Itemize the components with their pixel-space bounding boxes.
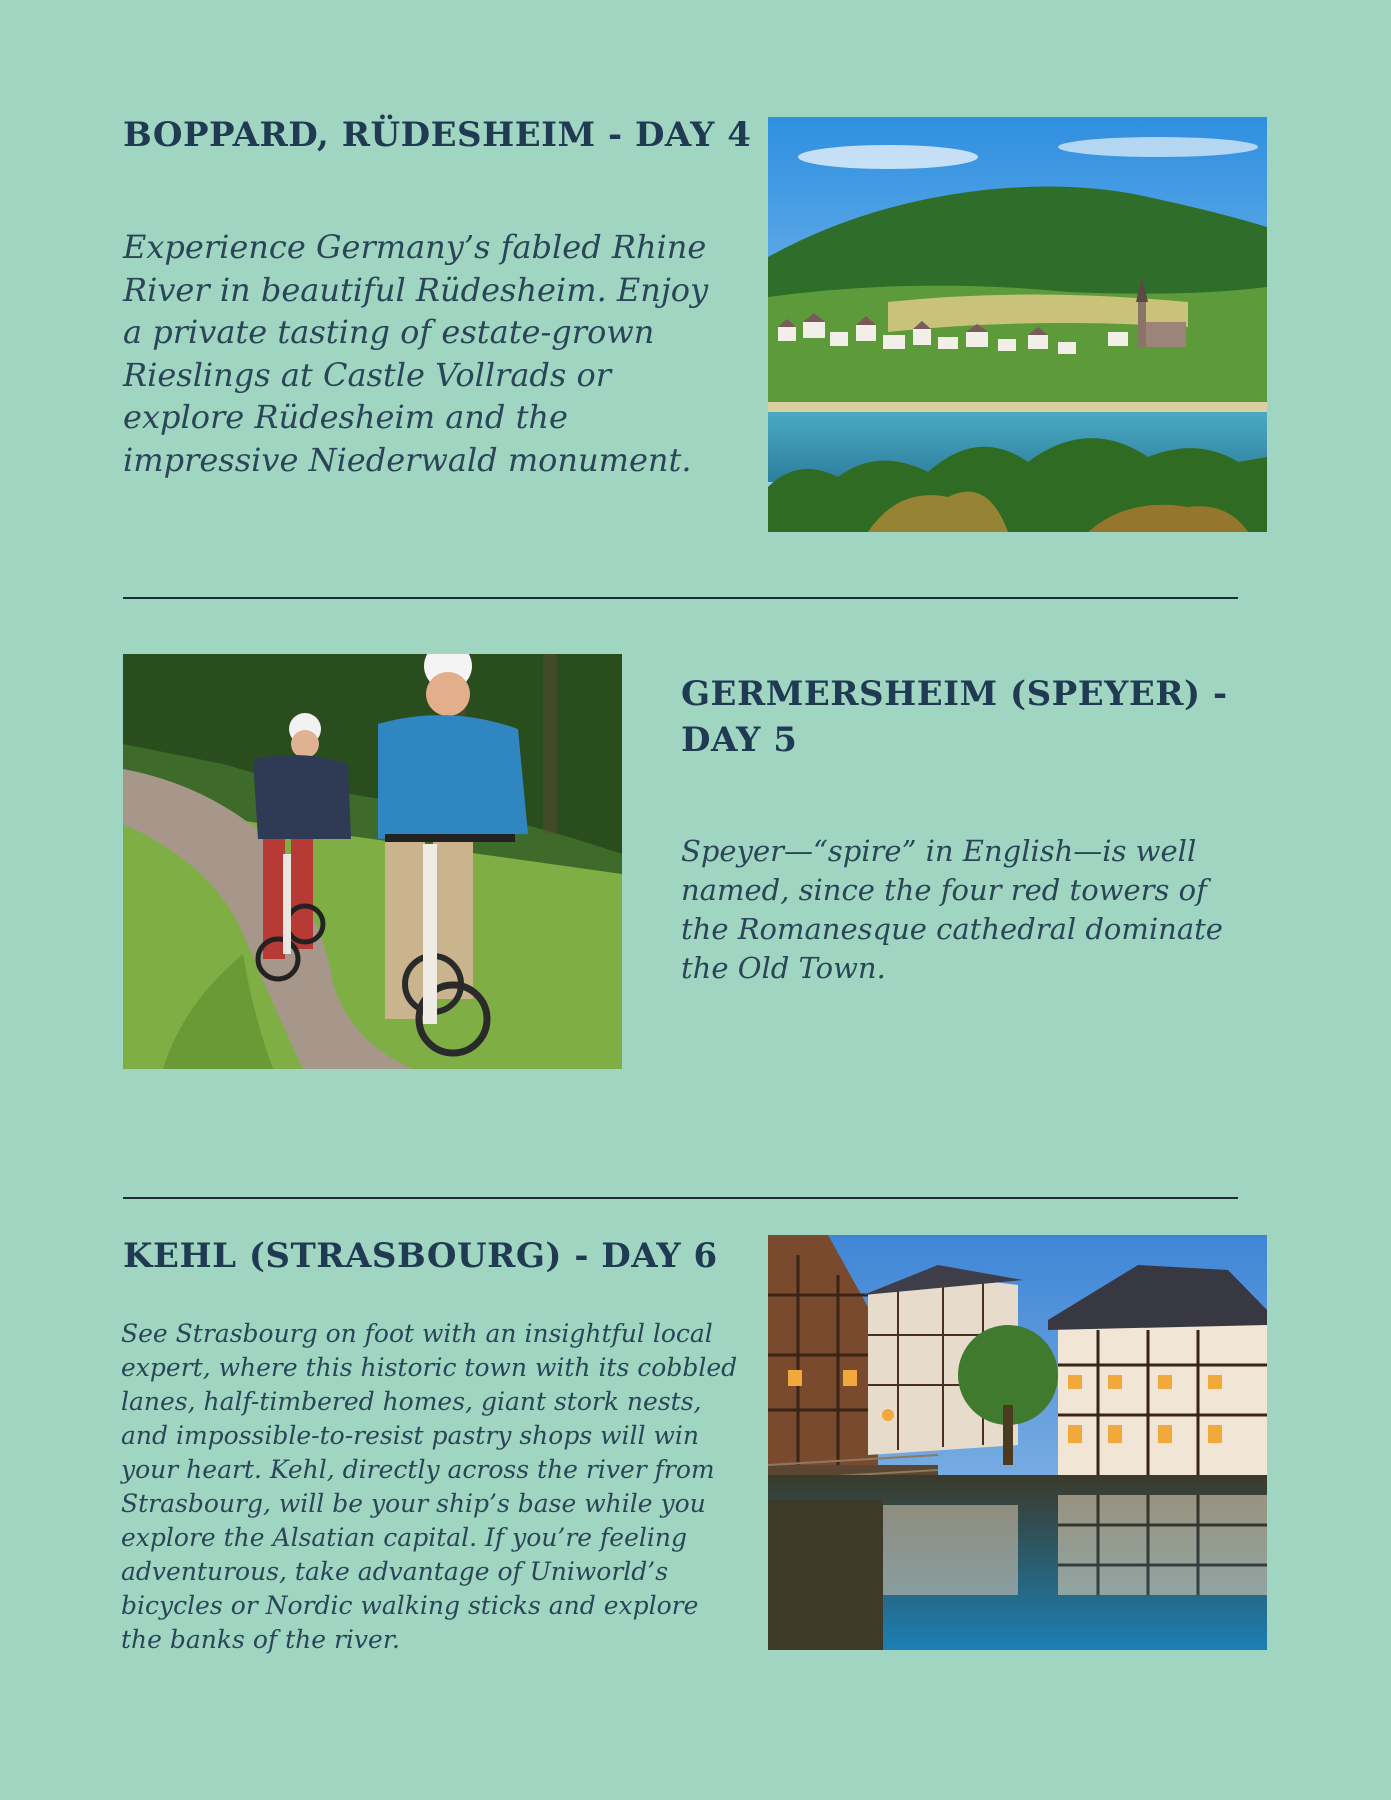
section-body-day-5: Speyer—“spire” in English—is well named, since the four red towers of the Romanesque cathedral dominate the Old Town. xyxy=(681,834,1223,985)
section-body-day-4: Experience Germany’s fabled Rhine River in beautiful Rüdesheim. Enjoy a private tasting of estate-grown Rieslings at Castle Vollrads or explore Rüdesheim and the impressive Niederwald monument. xyxy=(123,228,709,479)
section-body-day-6: See Strasbourg on foot with an insightful local expert, where this historic town with its cobbled lanes, half-timbered homes, giant stork nests, and impossible-to-resist pastry shops will win your heart. Kehl, directly across the river from Strasbourg, will be your ship’s base while you explore the Alsatian capital. If you’re feeling adventurous, take advantage of Uniworld’s bicycles or Nordic walking sticks and explore the banks of the river. xyxy=(121,1319,738,1654)
cyclists-photo xyxy=(123,654,622,1069)
section-divider xyxy=(123,597,1238,599)
section-heading-day-5: GERMERSHEIM (SPEYER) - DAY 5 xyxy=(681,674,1228,760)
strasbourg-canal-photo xyxy=(768,1235,1267,1650)
section-heading-day-4: BOPPARD, RÜDESHEIM - DAY 4 xyxy=(123,115,752,155)
section-heading-day-6: KEHL (STRASBOURG) - DAY 6 xyxy=(123,1236,718,1276)
section-divider xyxy=(123,1197,1238,1199)
rhine-village-photo xyxy=(768,117,1267,532)
